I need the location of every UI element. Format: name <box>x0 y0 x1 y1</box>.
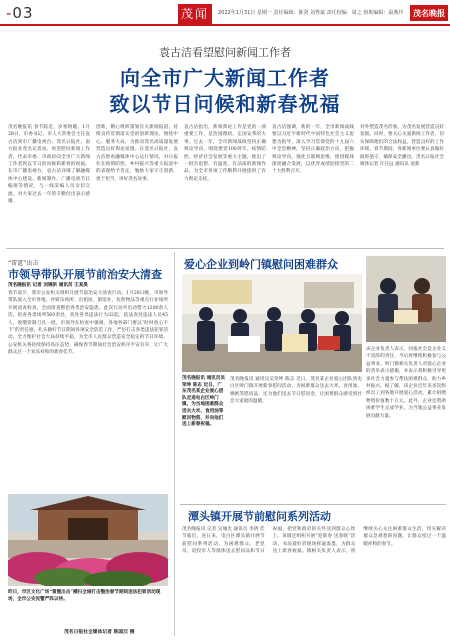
lead-column-3: 袁古洁指出，新闻舆论工作是党的一项重要工作，是治国理政、定国安邦的大事。过去一年，全市新闻战线坚持正确舆论导向，围绕建党100周年、疫情防控、经济社会发展等重大主题，推出了一批有思想、有温度、有品质的新闻作品，为全市各项工作顺利开展提供了有力舆论支持。 <box>184 125 266 182</box>
lead-column-5: 对外塑造茂名形象，为茂名发展营造良好氛围。同时，要关心关爱新闻工作者，切实保障他们的合法权益，营造良好的工作环境。春节期间，各新闻单位要认真做好值班值守，确保安全播出。茂名日报社全媒体记者 许任远 通讯员 洗新 <box>360 125 444 168</box>
bottom-story-headline: 潭头镇开展节前慰问系列活动 <box>188 510 331 523</box>
left-story-photo-credit: 茂名日报社全媒体记者 陈国汉 摄 <box>64 629 135 635</box>
bottom-story-body: 茂名晚报讯 记者 吴城光 通讯员 李倩 佳节临近，连日来，电白区潭头镇开展节前慰问系列活动，为困难群众、老党员、退役军人等群体送去慰问品和节日祝福，把党和政府的关怀送到群众心坎上。该镇还组织开展“迎新春 送春联”活动，书法爱好者现场挥毫泼墨，为群众送上新春祝福。镇相关负责人表示，将继续关心关注困难群众生活，切实解决群众急难愁盼问题，让群众度过一个温暖祥和的春节。 <box>182 527 446 555</box>
page-number: -03 <box>6 4 34 22</box>
lead-column-4: 袁古洁强调，新的一年，全市新闻战线要以习近平新时代中国特色社会主义思想为指导，深入学习贯彻党的十九届六中全会精神，坚持正确政治方向，把握舆论导向，强化互联网思维，推进媒体深度融合发展，以优异成绩迎接党的二十大胜利召开。 <box>272 125 354 175</box>
middle-story-headline: 爱心企业到岭门镇慰问困难群众 <box>184 258 338 271</box>
lead-headline-line2: 致以节日问候和新春祝福 <box>109 92 341 116</box>
middle-story-photo <box>182 274 362 372</box>
masthead-bar <box>0 0 450 26</box>
left-story-byline: 茂名晚报讯 记者 刘锦洪 通讯员 王其昊 <box>8 283 88 288</box>
left-story-caption: 昨日，市区文化广场“雷霆出击”横扫全城打击整治春节期间违法犯罪活动现场，全市公安民警严阵以待。 <box>8 590 161 602</box>
middle-story-body-left: 茂名晚报讯 通讯员吴荣坤 陈志 近日，茂名某企业爱心团队到电白区岭门镇开展新春慰问活动，为困难群众送去大米、食用油、棉被等慰问品，还为他们送去节日慰问金，让困难群众感受到社会大家庭的温暖。 <box>230 377 362 405</box>
middle-story-caption: 茂名晚报讯 通讯员吴荣坤 陈志 近日，广东茂名某企业爱心团队走进电白区岭门镇，为当地困难群众送去大米、食用油等慰问物资，并向他们送上新春祝福。 <box>182 376 225 428</box>
dateline: 2022年1月31日 星期一 责任编辑：陈剑 刘秀斌 责任校编：周之 值班编辑：温燕玲 <box>218 10 404 16</box>
donation-photo <box>366 256 446 342</box>
column-divider <box>174 252 175 636</box>
middle-story-photo-2 <box>366 256 446 342</box>
left-story-kicker: “雷霆”出击 <box>8 260 39 267</box>
middle-story-body-right: 该企业负责人表示，回报社会是企业义不容辞的责任，今后将继续积极参与公益事业。岭门镇相关负责人对爱心企业的善举表示感谢，并表示将积极引导更多社会力量参与帮扶困难群众，助力乡村振兴。据了解，该企业近年来多次组织员工到各地开展爱心活动，累计捐赠物资价值数十万元。此外，企业还资助困难学生完成学业，为当地公益事业发展贡献力量。 <box>366 347 446 419</box>
newspaper-logo: 茂名晚报 <box>410 5 448 21</box>
left-story-photo <box>8 494 168 586</box>
lead-headline-line1: 向全市广大新闻工作者 <box>120 66 330 90</box>
left-story-headline: 市领导带队开展节前治安大清查 <box>8 268 162 281</box>
section-tag: 茂闻 <box>178 4 212 24</box>
lead-column-2: 创新，精心组织策划有关新闻报道，持续宣传贯彻落实党的创新理论，围绕中心、服务大局，为推动茂名高质量发展营造良好舆论氛围。在茂名日报社，袁古洁察看融媒体中心运行情况，对日报社在疫情防控、乡村振兴等重大报道中的表现给予肯定，勉励大家守正创新、勇于担当，讲好茂名故事。 <box>96 125 178 182</box>
lead-divider <box>6 248 444 249</box>
header-rule <box>0 24 450 26</box>
lead-column-1: 茂名晚报讯 春节临近，岁寒情暖。1月28日，市委书记、市人大常委会主任袁古洁到市广播电视台、茂名日报社、南方报业茂名记者站，看望慰问新闻工作者，代表市委、市政府向全市广大新闻工作者致以节日的问候和新春的祝福。在市广播电视台，袁古洁详细了解融媒体中心建设、新闻制作、广播电视节目编排等情况，与一线采编人员亲切交流，对大家过去一年的辛勤付出表示感谢。 <box>8 125 90 205</box>
bottom-divider <box>180 504 446 505</box>
charity-visit-photo <box>182 274 362 372</box>
lead-kicker: 袁古洁看望慰问新闻工作者 <box>159 46 291 59</box>
temple-square-photo <box>8 494 168 586</box>
left-story-body: 春节前夕，我市公安机关组织开展节前治安大清查行动。1月28日晚，市领导带队深入全市各地，对娱乐场所、出租屋、旅馆业、危险物品等重点行业场所开展清查检查，全面排查整治各类治安隐患。此次行动共出动警力1200余人次，检查各类场所560余处，查处各类违法行为32起，依法查处违法人员45人，收缴管制刀具一批。市领导在检查中强调，各地各部门要以“时时放心不下”的责任感，扎实做好节日期间各项安全防范工作，严厉打击各类违法犯罪活动，全力维护社会大局持续平稳，为全市人民群众营造安全稳定的节日环境。公安机关将持续保持高压态势，确保春节期间社会治安秩序平安有序，让广大群众过一个欢乐祥和的新春佳节。 <box>8 291 168 356</box>
